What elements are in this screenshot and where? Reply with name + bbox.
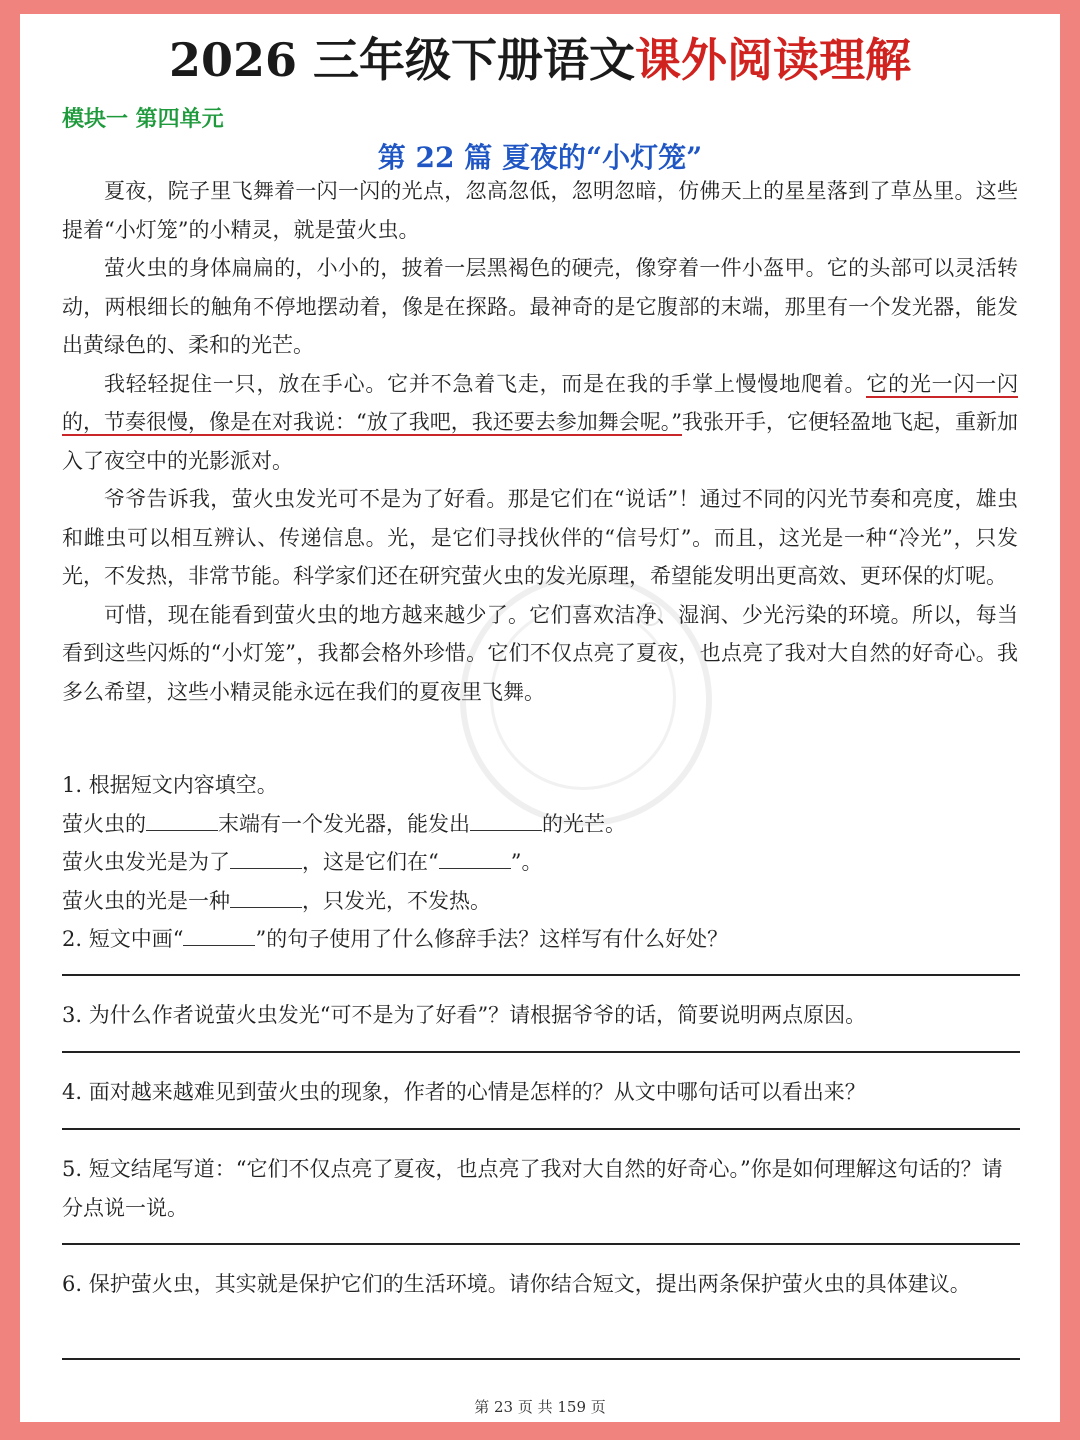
- p3-before: 我轻轻捉住一只，放在手心。它并不急着飞走，而是在我的手掌上慢慢地爬着。: [104, 371, 867, 396]
- passage: [62, 172, 1018, 711]
- q2-text-1: 2. 短文中画“: [62, 927, 184, 951]
- worksheet-page: [20, 14, 1060, 1422]
- question-4-block: [62, 1073, 1018, 1112]
- questions: [62, 766, 1018, 959]
- question-1-fill-b: [62, 843, 1018, 882]
- q1b-text-1: 萤火虫发光是为了: [62, 850, 230, 874]
- q1a-text-3: 的光芒。: [542, 811, 626, 836]
- fill-blank[interactable]: [230, 889, 302, 908]
- title-red: 课外阅读理解: [635, 33, 912, 87]
- paragraph-2: 萤火虫的身体扁扁的，小小的，披着一层黑褐色的硬壳，像穿着一件小盔甲。它的头部可以灵活转动，两根细长的触角不停地摆动着，像是在探路。最神奇的是它腹部的末端，那里有一个发光器，能发出黄绿色的、柔和的光芒。: [62, 256, 1018, 357]
- answer-line-3[interactable]: [62, 1051, 1020, 1053]
- fill-blank[interactable]: [470, 812, 542, 831]
- question-4: 4. 面对越来越难见到萤火虫的现象，作者的心情是怎样的？从文中哪句话可以看出来？: [62, 1080, 866, 1104]
- paragraph-3: [62, 365, 1018, 481]
- question-3-block: [62, 996, 1018, 1035]
- q1a-text-1: 萤火虫的: [62, 811, 146, 836]
- q1c-text-2: ，只发光，不发热。: [302, 888, 491, 913]
- q2-text-2: ”的句子使用了什么修辞手法？这样写有什么好处？: [255, 927, 729, 951]
- p3-after: 我张开手，它便轻盈地飞起，重新加入了夜空中的光影派对。: [62, 410, 1018, 473]
- q1b-text-3: ”。: [510, 850, 543, 874]
- q1a-text-2: 末端有一个发光器，能发出: [218, 811, 470, 836]
- question-2: [62, 920, 1018, 959]
- answer-line-5[interactable]: [62, 1243, 1020, 1245]
- question-6: 6. 保护萤火虫，其实就是保护它们的生活环境。请你结合短文，提出两条保护萤火虫的具体建议。: [62, 1272, 971, 1296]
- underline-sample: [183, 927, 255, 946]
- paragraph-1: 夏夜，院子里飞舞着一闪一闪的光点，忽高忽低，忽明忽暗，仿佛天上的星星落到了草丛里。这些提着“小灯笼”的小精灵，就是萤火虫。: [62, 179, 1018, 242]
- title-black: 2026 三年级下册语文: [168, 33, 636, 87]
- underlined-sentence: 它的光一闪一闪的，节奏很慢，像是在对我说：“放了我吧，我还要去参加舞会呢。”: [62, 371, 1019, 434]
- question-1-title: 1. 根据短文内容填空。: [62, 773, 278, 797]
- article-title: 第 22 篇 夏夜的“小灯笼”: [377, 141, 703, 174]
- page-number: 第 23 页 共 159 页: [474, 1398, 606, 1416]
- page-title: [20, 32, 1060, 88]
- question-1-fill-a: [62, 805, 1018, 844]
- fill-blank[interactable]: [439, 850, 511, 869]
- q1b-text-2: ，这是它们在“: [302, 850, 439, 874]
- paragraph-4: 爷爷告诉我，萤火虫发光可不是为了好看。那是它们在“说话”！通过不同的闪光节奏和亮度，雄虫和雌虫可以相互辨认、传递信息。光，是它们寻找伙伴的“信号灯”。而且，这光是一种“冷光”，只发光，不发热，非常节能。科学家们还在研究萤火虫的发光原理，希望能发明出更高效、更环保的灯呢。: [62, 487, 1018, 588]
- answer-line-2[interactable]: [62, 974, 1020, 976]
- q1c-text-1: 萤火虫的光是一种: [62, 888, 230, 913]
- question-3: 3. 为什么作者说萤火虫发光“可不是为了好看”？请根据爷爷的话，简要说明两点原因。: [62, 1003, 867, 1027]
- paragraph-5: 可惜，现在能看到萤火虫的地方越来越少了。它们喜欢洁净、湿润、少光污染的环境。所以，每当看到这些闪烁的“小灯笼”，我都会格外珍惜。它们不仅点亮了夏夜，也点亮了我对大自然的好奇心。我多么希望，这些小精灵能永远在我们的夏夜里飞舞。: [62, 602, 1018, 704]
- question-1-fill-c: [62, 882, 1018, 921]
- question-6-block: [62, 1265, 1018, 1304]
- question-5-block: [62, 1150, 1018, 1227]
- answer-line-6[interactable]: [62, 1358, 1020, 1360]
- fill-blank[interactable]: [146, 812, 218, 831]
- question-5: 5. 短文结尾写道：“它们不仅点亮了夏夜，也点亮了我对大自然的好奇心。”你是如何理解这句话的？请分点说一说。: [62, 1157, 1003, 1220]
- answer-line-4[interactable]: [62, 1128, 1020, 1130]
- module-label: 模块一 第四单元: [62, 106, 224, 132]
- fill-blank[interactable]: [230, 850, 302, 869]
